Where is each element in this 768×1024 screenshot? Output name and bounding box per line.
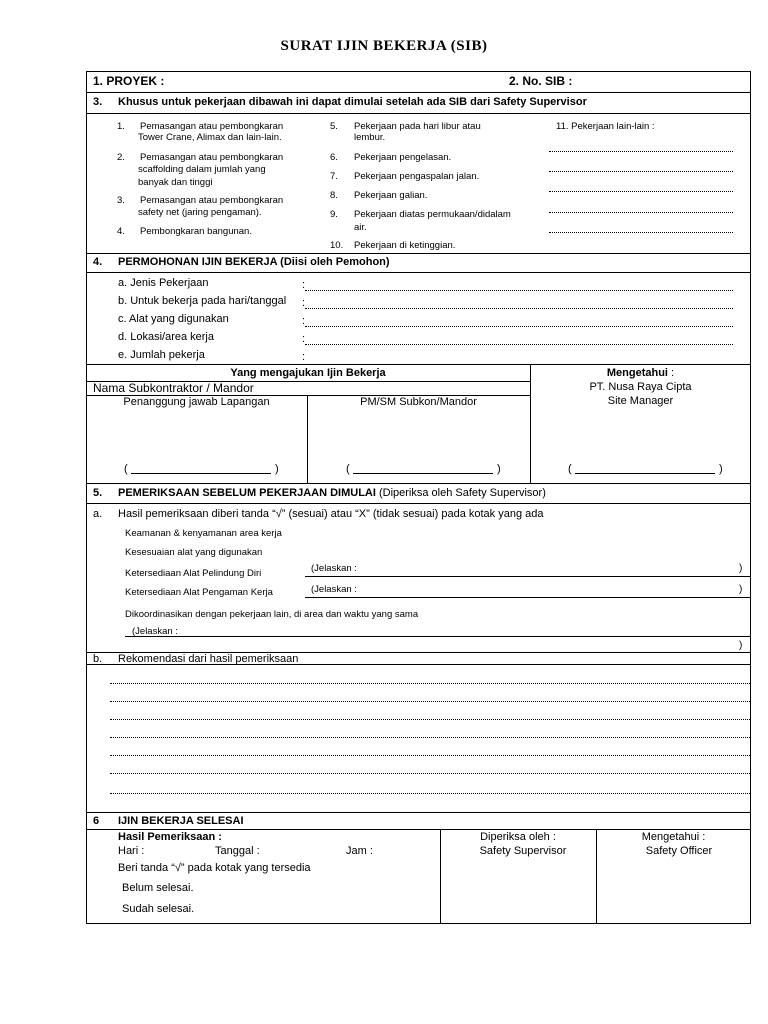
signature-line-pm[interactable] bbox=[353, 473, 493, 474]
location-line[interactable] bbox=[305, 344, 733, 345]
check-item: Ketersediaan Alat Pengaman Kerja bbox=[125, 587, 273, 598]
recommendation-line[interactable] bbox=[110, 737, 750, 738]
project-label: 1. PROYEK : bbox=[93, 74, 165, 88]
company-name: PT. Nusa Raya Cipta bbox=[589, 381, 692, 393]
work-item-number: 7. bbox=[330, 171, 338, 182]
check-item: Keamanan & kenyamanan area kerja bbox=[125, 528, 282, 539]
item-b-label: Rekomendasi dari hasil pemeriksaan bbox=[118, 653, 299, 665]
work-item-text: Pekerjaan di ketinggian. bbox=[354, 240, 456, 251]
close-paren: ) bbox=[739, 640, 743, 651]
recommendation-line[interactable] bbox=[110, 719, 750, 720]
check-item: Ketersediaan Alat Pelindung Diri bbox=[125, 568, 262, 579]
explain-label: (Jelaskan : bbox=[132, 626, 178, 637]
signature-close: ) bbox=[275, 463, 279, 475]
rule bbox=[86, 253, 751, 254]
rule bbox=[86, 483, 751, 484]
acknowledged-label: Mengetahui : bbox=[641, 831, 706, 843]
section-5-number: 5. bbox=[93, 487, 103, 499]
safety-officer-label: Safety Officer bbox=[645, 845, 713, 857]
item-a-number: a. bbox=[93, 508, 103, 520]
work-item-number: 6. bbox=[330, 152, 338, 163]
safety-supervisor-label: Safety Supervisor bbox=[479, 845, 567, 857]
work-item-number: 8. bbox=[330, 190, 338, 201]
field-label: e. Jumlah pekerja bbox=[118, 349, 205, 361]
rule bbox=[86, 272, 751, 273]
signature-open: ( bbox=[346, 463, 350, 475]
signature-close: ) bbox=[497, 463, 501, 475]
section-4-number: 4. bbox=[93, 256, 103, 268]
work-item-number: 10. bbox=[330, 240, 344, 251]
rule bbox=[86, 812, 751, 813]
tools-line[interactable] bbox=[305, 326, 733, 327]
rule bbox=[86, 829, 751, 830]
acknowledged-label: Mengetahui : bbox=[606, 367, 675, 379]
field-colon: : bbox=[302, 279, 306, 291]
work-item-text: banyak dan tinggi bbox=[138, 177, 213, 188]
rule bbox=[307, 395, 308, 483]
sib-number-label: 2. No. SIB : bbox=[509, 74, 573, 88]
item-a-instruction: Hasil pemeriksaan diberi tanda “√” (sesuai) atau “X” (tidak sesuai) pada kotak yang ada bbox=[118, 508, 544, 520]
close-paren: ) bbox=[739, 584, 743, 595]
work-item-text: Pemasangan atau pembongkaran bbox=[140, 152, 284, 163]
hour-label: Jam : bbox=[346, 845, 373, 857]
work-item-number: 2. bbox=[117, 152, 125, 163]
field-label: d. Lokasi/area kerja bbox=[118, 331, 214, 343]
work-item-text: Pembongkaran bangunan. bbox=[140, 226, 252, 237]
field-colon: : bbox=[302, 351, 306, 363]
work-item-text: Pekerjaan pada hari libur atau bbox=[354, 121, 481, 132]
work-item-number: 4. bbox=[117, 226, 125, 237]
fill-line bbox=[549, 232, 733, 233]
result-label: Hasil Pemeriksaan : bbox=[118, 831, 222, 843]
done-option: Sudah selesai. bbox=[122, 903, 195, 915]
pm-sm-label: PM/SM Subkon/Mandor bbox=[360, 396, 477, 408]
section-4-heading: PERMOHONAN IJIN BEKERJA (Diisi oleh Pemohon) bbox=[118, 256, 390, 268]
date-label: Tanggal : bbox=[215, 845, 260, 857]
explain-line[interactable] bbox=[125, 636, 750, 637]
day-label: Hari : bbox=[118, 845, 145, 857]
field-label: a. Jenis Pekerjaan bbox=[118, 277, 209, 289]
signature-line-site-manager[interactable] bbox=[575, 473, 715, 474]
section-6-heading: IJIN BEKERJA SELESAI bbox=[118, 815, 244, 827]
not-done-option: Belum selesai. bbox=[122, 882, 194, 894]
work-item-number: 9. bbox=[330, 209, 338, 220]
work-item-number: 1. bbox=[117, 121, 125, 132]
rule bbox=[86, 503, 751, 504]
fill-line bbox=[549, 171, 733, 172]
recommendation-line[interactable] bbox=[110, 773, 750, 774]
field-label: b. Untuk bekerja pada hari/tanggal bbox=[118, 295, 287, 307]
subcontractor-label: Nama Subkontraktor / Mandor bbox=[93, 381, 254, 395]
item-b-number: b. bbox=[93, 653, 103, 665]
work-item-text: Pemasangan atau pembongkaran bbox=[140, 195, 284, 206]
tick-instruction: Beri tanda “√” pada kotak yang tersedia bbox=[118, 862, 311, 874]
explain-line[interactable] bbox=[305, 597, 750, 598]
explain-line[interactable] bbox=[305, 576, 750, 577]
work-item-text: safety net (jaring pengaman). bbox=[138, 207, 262, 218]
site-manager-label: Site Manager bbox=[607, 395, 674, 407]
rule bbox=[86, 113, 751, 114]
work-item-text: lembur. bbox=[354, 132, 386, 143]
signature-open: ( bbox=[124, 463, 128, 475]
work-item-text: Pekerjaan pengelasan. bbox=[354, 152, 452, 163]
section-3-number: 3. bbox=[93, 96, 103, 108]
signature-open: ( bbox=[568, 463, 572, 475]
signature-line-field[interactable] bbox=[131, 473, 271, 474]
work-item-text: Pemasangan atau pembongkaran bbox=[140, 121, 284, 132]
work-item-text: scaffolding dalam jumlah yang bbox=[138, 164, 266, 175]
work-item-other: 11. Pekerjaan lain-lain : bbox=[556, 121, 655, 132]
check-item: Kesesuaian alat yang digunakan bbox=[125, 547, 263, 558]
recommendation-line[interactable] bbox=[110, 701, 750, 702]
check-item: Dikoordinasikan dengan pekerjaan lain, di area dan waktu yang sama bbox=[125, 609, 419, 620]
fill-line bbox=[549, 191, 733, 192]
rule bbox=[440, 829, 441, 924]
work-item-text: air. bbox=[354, 222, 367, 233]
rule bbox=[86, 92, 751, 93]
rule bbox=[596, 829, 597, 924]
checked-by-label: Diperiksa oleh : bbox=[480, 831, 556, 843]
explain-label: (Jelaskan : bbox=[311, 584, 357, 595]
document-title: SURAT IJIN BEKERJA (SIB) bbox=[280, 38, 488, 54]
work-date-line[interactable] bbox=[305, 308, 733, 309]
field-colon: : bbox=[302, 297, 306, 309]
recommendation-line[interactable] bbox=[110, 683, 750, 684]
field-colon: : bbox=[302, 333, 306, 345]
work-item-number: 5. bbox=[330, 121, 338, 132]
section-6-number: 6 bbox=[93, 815, 100, 827]
work-item-text: Tower Crane, Alimax dan lain-lain. bbox=[138, 132, 282, 143]
recommendation-line[interactable] bbox=[110, 793, 750, 794]
field-colon: : bbox=[302, 315, 306, 327]
section-5-heading: PEMERIKSAAN SEBELUM PEKERJAAN DIMULAI (Diperiksa oleh Safety Supervisor) bbox=[118, 487, 546, 499]
work-item-number: 3. bbox=[117, 195, 125, 206]
work-item-text: Pekerjaan diatas permukaan/didalam bbox=[354, 209, 511, 220]
recommendation-line[interactable] bbox=[110, 755, 750, 756]
field-label: c. Alat yang digunakan bbox=[118, 313, 229, 325]
work-type-line[interactable] bbox=[305, 290, 733, 291]
work-item-text: Pekerjaan pengaspalan jalan. bbox=[354, 171, 480, 182]
explain-label: (Jelaskan : bbox=[311, 563, 357, 574]
submitted-by-label: Yang mengajukan Ijin Bekerja bbox=[230, 367, 386, 379]
close-paren: ) bbox=[739, 563, 743, 574]
field-responsible-label: Penanggung jawab Lapangan bbox=[123, 396, 270, 408]
signature-close: ) bbox=[719, 463, 723, 475]
fill-line bbox=[549, 212, 733, 213]
section-3-heading: Khusus untuk pekerjaan dibawah ini dapat dimulai setelah ada SIB dari Safety Supervisor bbox=[118, 96, 587, 108]
fill-line bbox=[549, 151, 733, 152]
rule bbox=[86, 364, 751, 365]
work-item-text: Pekerjaan galian. bbox=[354, 190, 428, 201]
